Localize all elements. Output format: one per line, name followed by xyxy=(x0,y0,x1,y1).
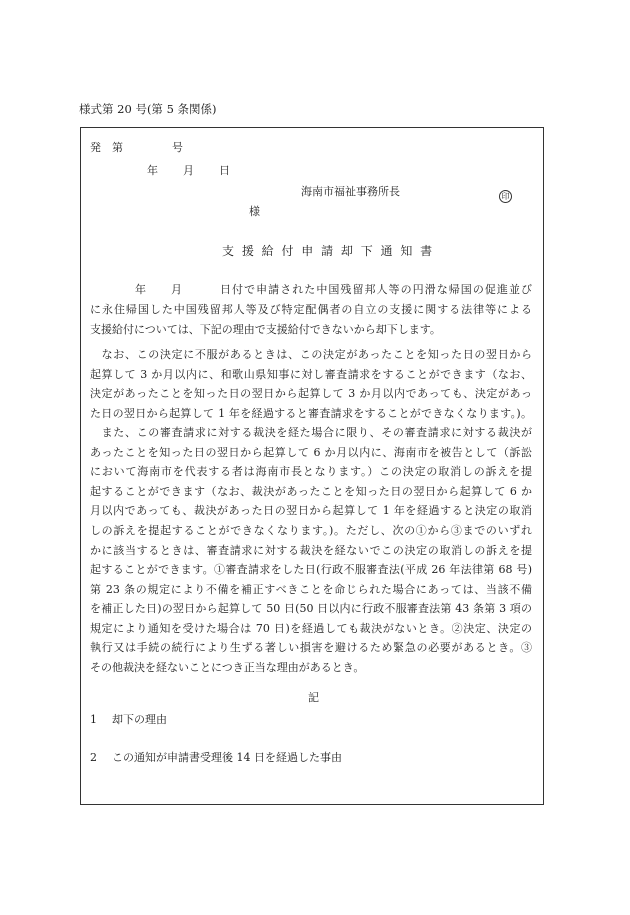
date-year-label: 年 xyxy=(147,164,158,177)
paragraph-line: において海南市を代表する者は海南市長となります。）この決定の取消しの訴えを提 xyxy=(90,465,532,478)
form-number-label: 様式第 20 号(第 5 条関係) xyxy=(79,102,217,116)
paragraph-line: また、この審査請求に対する裁決を経た場合に限り、その審査請求に対する裁決が xyxy=(90,426,532,439)
intro-month-label: 月 xyxy=(171,283,182,296)
date-day-label: 日 xyxy=(219,164,230,177)
issuer-name: 海南市福祉事務所長 xyxy=(301,185,400,198)
paragraph-line: を補正した日)の翌日から起算して 50 日(50 日以内に行政不服審査法第 43 条第 3 項の xyxy=(90,602,532,615)
issue-number-suffix: 号 xyxy=(172,141,183,154)
item-1-label: 却下の理由 xyxy=(112,713,167,726)
addressee-suffix: 様 xyxy=(249,205,260,218)
seal-mark xyxy=(499,184,512,203)
paragraph-line: 第 23 条の規定により不備を補正すべきことを命じられた場合にあっては、当該不備 xyxy=(90,583,532,596)
paragraph-line: 規定により通知を受けた場合は 70 日)を経過しても裁決がないとき。②決定、決定の xyxy=(90,622,532,635)
item-2-number: 2 xyxy=(90,751,97,764)
intro-line-1: 日付で申請された中国残留邦人等の円滑な帰国の促進並び xyxy=(220,283,532,296)
paragraph-line: その他裁決を経ないことにつき正当な理由があるとき。 xyxy=(90,661,365,674)
paragraph-line: しの訴えを提起することができなくなります。)。ただし、次の①から③までのいずれ xyxy=(90,524,532,537)
intro-line-2: に永住帰国した中国残留邦人等及び特定配偶者の自立の支援に関する法律等による xyxy=(90,303,532,316)
paragraph-line: なお、この決定に不服があるときは、この決定があったことを知った日の翌日から xyxy=(90,348,532,361)
paragraph-line: 決定があったことを知った日の翌日から起算して 3 か月以内であっても、決定があっ xyxy=(90,387,532,400)
document-title: 支 援 給 付 申 請 却 下 通 知 書 xyxy=(222,244,435,258)
ki-heading: 記 xyxy=(308,691,319,704)
paragraph-line: 執行又は手続の続行により生ずる著しい損害を避けるため緊急の必要があるとき。③ xyxy=(90,641,532,654)
seal-icon: 印 xyxy=(499,190,512,203)
paragraph-line: 起算して 3 か月以内に、和歌山県知事に対し審査請求をすることができます（なお、 xyxy=(90,368,532,381)
paragraph-line: あったことを知った日の翌日から起算して 6 か月以内に、海南市を被告として（訴訟 xyxy=(90,446,532,459)
intro-line-3: 支援給付については、下記の理由で支援給付できないから却下します。 xyxy=(90,323,441,336)
paragraph-line: た日の翌日から起算して 1 年を経過すると審査請求をすることができなくなります。)。 xyxy=(90,407,532,420)
date-month-label: 月 xyxy=(183,164,194,177)
item-1-number: 1 xyxy=(90,713,97,726)
paragraph-line: かに該当するときは、審査請求に対する裁決を経ないでこの決定の取消しの訴えを提 xyxy=(90,544,532,557)
item-2-label: この通知が申請書受理後 14 日を経過した事由 xyxy=(112,751,342,764)
issue-number-prefix: 発 第 xyxy=(90,141,123,154)
paragraph-line: 起することができます（なお、裁決があったことを知った日の翌日から起算して 6 か xyxy=(90,485,532,498)
intro-year-label: 年 xyxy=(135,283,146,296)
paragraph-line: 月以内であっても、裁決があった日の翌日から起算して 1 年を経過すると決定の取消 xyxy=(90,504,532,517)
paragraph-line: 起することができます。①審査請求をした日(行政不服審査法(平成 26 年法律第 68 号) xyxy=(90,563,532,576)
